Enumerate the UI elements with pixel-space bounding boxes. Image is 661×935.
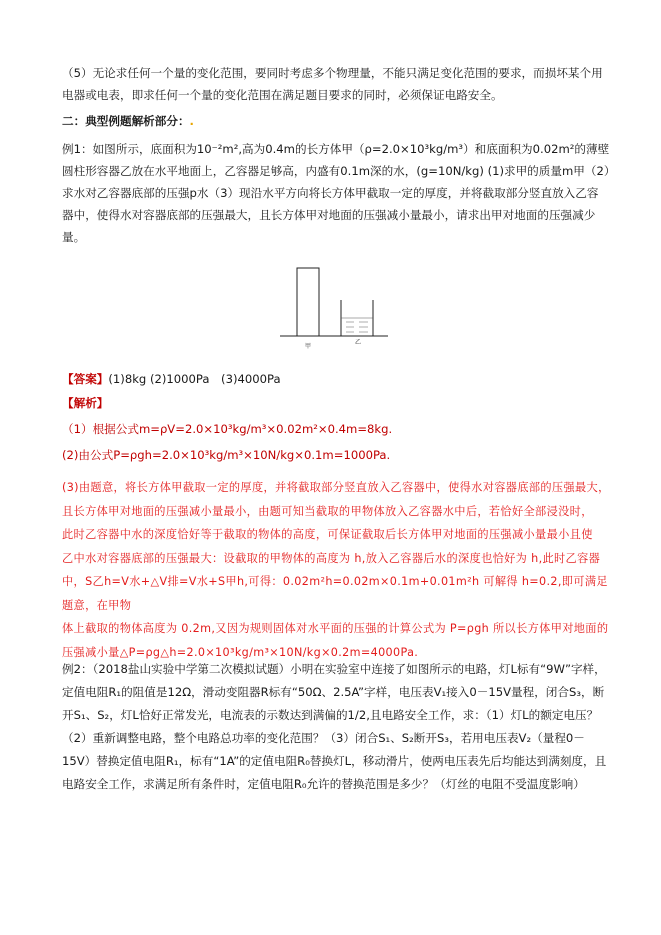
solution-3-block xyxy=(62,476,614,659)
paragraph-note-5: （5）无论求任何一个量的变化范围，要同时考虑多个物理量，不能只满足变化范围的要求，而损坏某个用电器或电表，即求任何一个量的变化范围在满足题目要求的同时，必须保证电路安全。 xyxy=(62,66,603,102)
answer-tag: 【答案】 xyxy=(62,372,109,386)
solution-3-line: 压强减小量△P=ρg△h=2.0×10³kg/m³×10N/kg×0.2m=4000Pa. xyxy=(62,645,419,659)
solution-3-line: 且长方体甲对地面的压强减小量最小，由题可知当截取的甲物体放入乙容器水中后，若恰好全部浸没时， xyxy=(62,504,593,518)
answer-text: (1)8kg (2)1000Pa (3)4000Pa xyxy=(108,372,281,386)
solution-3-line: 体上截取的物体高度为 0.2m,又因为规则固体对水平面的压强的计算公式为 P=ρgh 所以长方体甲对地面的 xyxy=(62,622,609,635)
label-jia: 甲 xyxy=(305,343,312,350)
solution-3-line: 中，S乙h=V水+△V排=V水+S甲h,可得：0.02m²h=0.02m×0.1m+0.01m²h 可解得 h=0.2,即可满足题意，在甲物 xyxy=(62,575,608,612)
answer-line xyxy=(62,368,610,390)
heading-dot: . xyxy=(189,114,194,128)
example-1-figure xyxy=(280,262,390,352)
solution-3-line: 此时乙容器中水的深度恰好等于截取的物体的高度，可保证截取后长方体甲对地面的压强减小量最小且使 xyxy=(62,528,593,541)
container-diagram xyxy=(280,262,390,352)
label-yi: 乙 xyxy=(355,339,362,346)
solution-3-line: 乙中水对容器底部的压强最大：设截取的甲物体的高度为 h,放入乙容器后水的深度也恰好为 h,此时乙容器 xyxy=(62,551,601,565)
section-heading xyxy=(62,110,610,132)
analysis-tag: 【解析】 xyxy=(62,396,109,410)
section-heading-text: 二：典型例题解析部分： xyxy=(62,114,190,128)
solution-1: （1）根据公式m=ρV=2.0×10³kg/m³×0.02m²×0.4m=8kg. xyxy=(62,422,393,436)
solution-2: (2)由公式P=ρgh=2.0×10³kg/m³×10N/kg×0.1m=1000Pa. xyxy=(62,448,391,462)
example-1-text: 例1：如图所示，底面积为10⁻²m²,高为0.4m的长方体甲（ρ=2.0×10³kg/m³）和底面积为0.02m²的薄壁圆柱形容器乙放在水平地面上，乙容器足够高，内盛有0.1m深的水，(g=10N/kg) (1)求甲的质量m甲（2）求水对乙容器底部的压强p水（3）现沿水平方向将长方体甲截取一定的厚度，并将截取部分竖直放入乙容器中，使得水对容器底部的压强最大，且长方体甲对地面的压强减小量最小，请求出甲对地面的压强减少量。 xyxy=(62,142,610,244)
block-jia xyxy=(297,268,319,336)
solution-3-line: (3)由题意，将长方体甲截取一定的厚度，并将截取部分竖直放入乙容器中，使得水对容器底部的压强最大， xyxy=(62,481,610,494)
example-2-text: 例2：（2018盐山实验中学第二次模拟试题）小明在实验室中连接了如图所示的电路，灯L标有“9W”字样，定值电阻R₁的阻值是12Ω，滑动变阻器R标有“50Ω、2.5A”字样，电压表V₁接入0－15V量程，闭合S₃，断开S₁、S₂，灯L恰好正常发光，电流表的示数达到满偏的1/2,且电路安全工作，求：（1）灯L的额定电压？（2）重新调整电路，整个电路总功率的变化范围？（3）闭合S₁、S₂断开S₃，若用电压表V₂（量程0－15V）替换定值电阻R₁，标有“1A”的定值电阻R₀替换灯L，移动滑片，使两电压表先后均能达到满刻度，且电路安全工作，求满足所有条件时，定值电阻R₀允许的替换范围是多少？（灯丝的电阻不受温度影响） xyxy=(62,662,607,791)
